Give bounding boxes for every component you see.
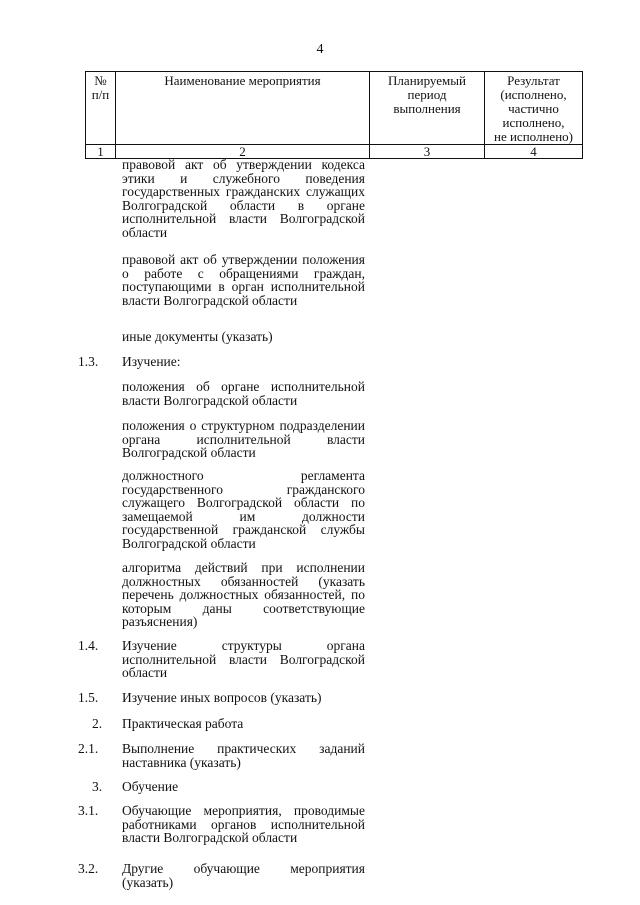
item-text: положения о структурном подразделении органа исполнительной власти Волгоградской области	[122, 418, 365, 460]
header-planned-period-l1: Планируемый	[388, 73, 466, 88]
column-number-3: 3	[370, 145, 485, 159]
item-text: иные документы (указать)	[122, 329, 273, 344]
header-number-line-2: п/п	[91, 87, 110, 102]
header-number	[86, 72, 116, 145]
item-text: правовой акт об утверждении кодекса этики и служебного поведения государственных гражданских служащих Волгоградской области в органе исполнительной власти Волгоградской области	[122, 157, 365, 240]
item-number: 2.1.	[78, 741, 99, 756]
item-number: 1.3.	[78, 354, 99, 369]
header-planned-period-l2: период	[407, 87, 447, 102]
header-planned-period	[370, 72, 485, 145]
item-number: 2.	[92, 716, 103, 731]
item-text: Другие обучающие мероприятия (указать)	[122, 861, 365, 890]
header-result	[485, 72, 583, 145]
header-activity-name-text: Наименование мероприятия	[164, 73, 321, 88]
page-number: 4	[316, 42, 324, 57]
header-result-l4: исполнено,	[502, 115, 565, 130]
table-header-row	[86, 72, 583, 145]
item-number: 3.2.	[78, 861, 99, 876]
item-text: Изучение:	[122, 354, 181, 369]
header-result-l5: не исполнено)	[494, 129, 573, 144]
item-number: 3.1.	[78, 803, 99, 818]
plan-table	[85, 71, 583, 159]
item-number: 1.4.	[78, 638, 99, 653]
item-text: Обучающие мероприятия, проводимые работниками органов исполнительной власти Волгоградской области	[122, 803, 365, 845]
header-number-line-1: №	[94, 73, 107, 88]
item-text: Обучение	[122, 779, 179, 794]
item-text: алгоритма действий при исполнении должностных обязанностей (указать перечень должностных обязанностей, по которым даны соответствующие разъяснения)	[122, 560, 365, 629]
column-number-4: 4	[485, 145, 583, 159]
header-activity-name	[116, 72, 370, 145]
column-number-2: 2	[116, 145, 370, 159]
item-text: положения об органе исполнительной власти Волгоградской области	[122, 379, 365, 408]
item-number: 3.	[92, 779, 103, 794]
header-result-l2: (исполнено,	[500, 87, 567, 102]
item-text: Выполнение практических заданий наставника (указать)	[122, 741, 365, 770]
item-text: Изучение иных вопросов (указать)	[122, 690, 322, 705]
item-text: Изучение структуры органа исполнительной власти Волгоградской области	[122, 638, 365, 680]
item-text: Практическая работа	[122, 716, 244, 731]
header-result-l3: частично	[508, 101, 559, 116]
header-planned-period-l3: выполнения	[393, 101, 461, 116]
header-result-l1: Результат	[507, 73, 560, 88]
item-text: правовой акт об утверждении положения о работе с обращениями граждан, поступающими в орган исполнительной власти Волгоградской области	[122, 252, 365, 308]
item-text: должностного регламента государственного гражданского служащего Волгоградской области по замещаемой им должности государственной гражданской службы Волгоградской области	[122, 468, 365, 551]
column-number-1: 1	[86, 145, 116, 159]
item-number: 1.5.	[78, 690, 99, 705]
